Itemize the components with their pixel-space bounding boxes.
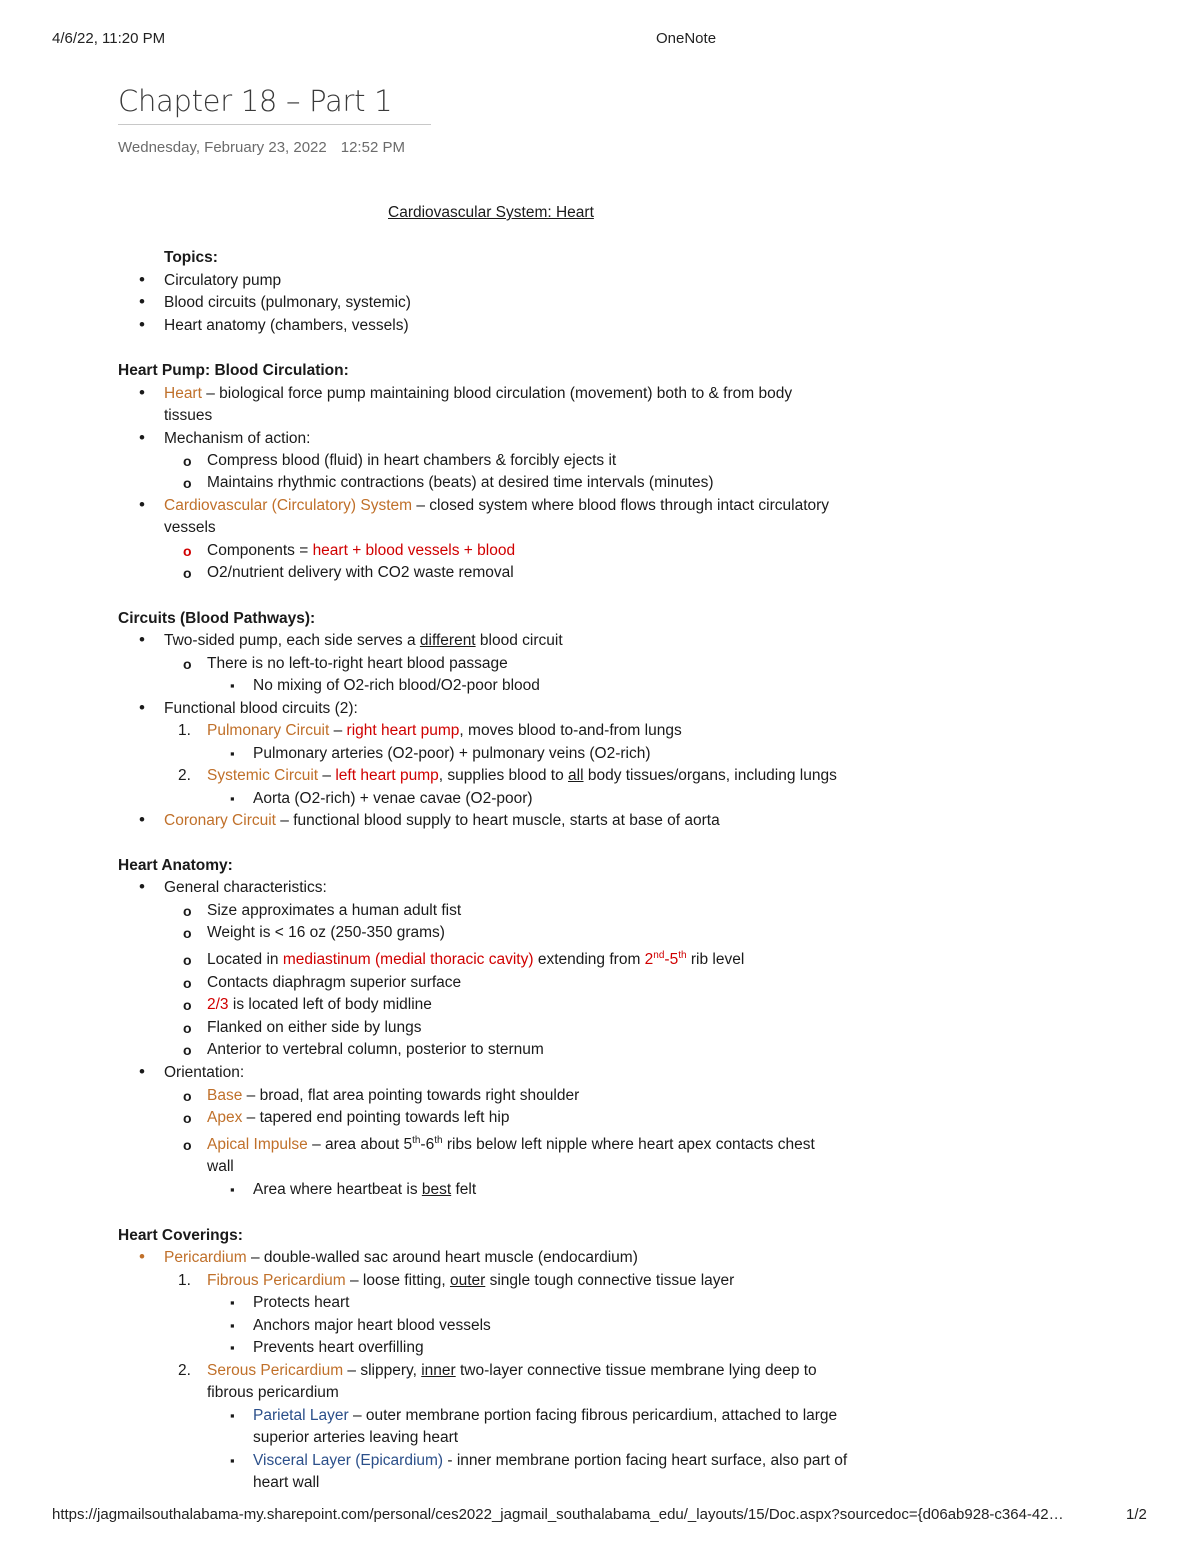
text: – area about 5 <box>307 1136 413 1153</box>
term: Parietal Layer <box>253 1407 349 1424</box>
bullet-icon <box>139 315 145 336</box>
list-item: No mixing of O2-rich blood/O2-poor blood <box>253 677 540 694</box>
page-date: Wednesday, February 23, 2022 <box>118 139 327 156</box>
list-item: Compress blood (fluid) in heart chambers & forcibly ejects it <box>207 452 617 469</box>
section-heading: Heart Pump: Blood Circulation: <box>118 362 349 379</box>
list-number: 2. <box>178 1362 191 1379</box>
definition: – outer membrane portion facing fibrous pericardium, attached to large <box>348 1407 838 1424</box>
bullet-icon <box>139 698 145 719</box>
list-item <box>207 766 837 786</box>
definition: – functional blood supply to heart muscle, starts at base of aorta <box>275 812 720 829</box>
topic-item: Blood circuits (pulmonary, systemic) <box>164 294 411 311</box>
list-item: Contacts diaphragm superior surface <box>207 974 462 991</box>
text: , supplies blood to <box>438 767 569 784</box>
text: Located in <box>207 951 283 968</box>
bullet-icon <box>139 292 145 313</box>
list-item: Protects heart <box>253 1294 350 1311</box>
list-item: O2/nutrient delivery with CO2 waste removal <box>207 564 514 581</box>
list-number: 2. <box>178 767 191 784</box>
list-item: There is no left-to-right heart blood passage <box>207 655 508 672</box>
circle-bullet-icon <box>183 901 192 922</box>
text: -6 <box>420 1136 435 1153</box>
text: two-layer connective tissue membrane lying deep to <box>455 1362 817 1379</box>
circle-bullet-icon <box>183 995 192 1016</box>
list-item: Flanked on either side by lungs <box>207 1019 422 1036</box>
text: Area where heartbeat is <box>253 1181 422 1198</box>
term: Heart <box>164 385 202 402</box>
bullet-icon <box>139 270 145 291</box>
term: Pericardium <box>164 1249 247 1266</box>
square-bullet-icon <box>230 1338 235 1358</box>
list-item: Anchors major heart blood vessels <box>253 1317 491 1334</box>
text: extending from <box>533 951 645 968</box>
bullet-icon <box>139 877 145 898</box>
print-datetime: 4/6/22, 11:20 PM <box>52 30 166 47</box>
list-item <box>164 811 720 831</box>
square-bullet-icon <box>230 789 235 809</box>
circle-bullet-icon <box>183 1108 192 1129</box>
list-item <box>253 1451 847 1471</box>
print-app-name: OneNote <box>656 30 717 47</box>
definition-continuation: tissues <box>164 407 213 424</box>
circle-bullet-icon <box>183 950 192 971</box>
definition: – tapered end pointing towards left hip <box>242 1109 510 1126</box>
definition: - inner membrane portion facing heart surface, also part of <box>443 1452 848 1469</box>
bullet-icon <box>139 810 145 831</box>
list-item: Pulmonary arteries (O2-poor) + pulmonary veins (O2-rich) <box>253 745 651 762</box>
print-url: https://jagmailsouthalabama-my.sharepoint.com/personal/ces2022_jagmail_southalabama_edu/_layouts/15/Doc.aspx?sourcedoc={d06ab928-c364-42… <box>52 1506 1064 1523</box>
text: – <box>318 767 336 784</box>
term: Cardiovascular (Circulatory) System <box>164 497 413 514</box>
list-item <box>253 1406 837 1426</box>
list-item <box>253 1180 476 1200</box>
emphasis: left heart pump <box>335 767 439 784</box>
definition: – closed system where blood flows through intact circulatory <box>412 497 830 514</box>
circle-bullet-icon <box>183 473 192 494</box>
superscript: th <box>434 1135 443 1146</box>
page-title: Chapter 18 – Part 1 <box>118 84 393 118</box>
text: – slippery, <box>343 1362 422 1379</box>
square-bullet-icon <box>230 744 235 764</box>
list-item <box>207 950 744 970</box>
square-bullet-icon <box>230 1180 235 1200</box>
emphasis: 2 <box>644 951 654 968</box>
text: Two-sided pump, each side serves a <box>164 632 420 649</box>
term: Serous Pericardium <box>207 1362 344 1379</box>
circle-bullet-icon <box>183 1135 192 1156</box>
term: Apex <box>207 1109 243 1126</box>
list-item: Maintains rhythmic contractions (beats) at desired time intervals (minutes) <box>207 474 714 491</box>
superscript: th <box>678 950 687 961</box>
circle-bullet-icon <box>183 1040 192 1061</box>
bullet-icon <box>139 495 145 516</box>
text: – loose fitting, <box>345 1272 450 1289</box>
term: Systemic Circuit <box>207 767 319 784</box>
definition: – biological force pump maintaining blood circulation (movement) both to & from body <box>201 385 793 402</box>
topics-label: Topics: <box>164 249 218 266</box>
section-heading: Heart Anatomy: <box>118 857 233 874</box>
bullet-icon <box>139 630 145 651</box>
bullet-icon <box>139 383 145 404</box>
text: blood circuit <box>475 632 563 649</box>
circle-bullet-icon <box>183 654 192 675</box>
text: felt <box>451 1181 477 1198</box>
underlined-word: different <box>419 632 476 649</box>
emphasis: mediastinum (medial thoracic cavity) <box>282 951 534 968</box>
circle-bullet-icon <box>183 1018 192 1039</box>
definition-continuation: vessels <box>164 519 216 536</box>
label: Components = <box>207 542 313 559</box>
section-heading: Circuits (Blood Pathways): <box>118 610 316 627</box>
emphasis: heart + blood vessels + blood <box>312 542 516 559</box>
square-bullet-icon <box>230 1293 235 1313</box>
text: is located left of body midline <box>228 996 432 1013</box>
term: Fibrous Pericardium <box>207 1272 346 1289</box>
term: Base <box>207 1087 243 1104</box>
list-item <box>207 1108 509 1128</box>
list-item: Size approximates a human adult fist <box>207 902 462 919</box>
bullet-icon <box>139 1247 145 1268</box>
list-item: Aorta (O2-rich) + venae cavae (O2-poor) <box>253 790 533 807</box>
list-item <box>164 1248 638 1268</box>
term: Coronary Circuit <box>164 812 276 829</box>
text: – <box>329 722 347 739</box>
bullet-icon <box>139 428 145 449</box>
doc-heading: Cardiovascular System: Heart <box>388 204 594 221</box>
list-item <box>164 496 829 516</box>
definition-continuation: heart wall <box>253 1474 320 1491</box>
list-item: Orientation: <box>164 1064 245 1081</box>
emphasis: -5 <box>664 951 679 968</box>
topic-item: Circulatory pump <box>164 272 282 289</box>
list-number: 1. <box>178 722 191 739</box>
definition-continuation: wall <box>207 1158 234 1175</box>
list-item <box>207 1086 579 1106</box>
list-item: Weight is < 16 oz (250-350 grams) <box>207 924 445 941</box>
definition: – double-walled sac around heart muscle (endocardium) <box>246 1249 638 1266</box>
list-item <box>207 1271 734 1291</box>
print-page-number: 1/2 <box>1126 1506 1147 1523</box>
definition-continuation: superior arteries leaving heart <box>253 1429 459 1446</box>
circle-bullet-icon <box>183 541 192 562</box>
underlined-word: outer <box>449 1272 486 1289</box>
underlined-word: all <box>568 767 584 784</box>
list-item <box>164 384 792 404</box>
bullet-icon <box>139 1062 145 1083</box>
emphasis: right heart pump <box>346 722 460 739</box>
circle-bullet-icon <box>183 1086 192 1107</box>
list-item: Mechanism of action: <box>164 430 311 447</box>
circle-bullet-icon <box>183 923 192 944</box>
underlined-word: inner <box>421 1362 456 1379</box>
list-item <box>207 1361 817 1381</box>
square-bullet-icon <box>230 676 235 696</box>
underlined-word: best <box>421 1181 452 1198</box>
page-time: 12:52 PM <box>340 139 405 156</box>
square-bullet-icon <box>230 1316 235 1336</box>
text: single tough connective tissue layer <box>485 1272 735 1289</box>
text: , moves blood to-and-from lungs <box>459 722 682 739</box>
square-bullet-icon <box>230 1451 235 1471</box>
list-item <box>207 1135 815 1155</box>
topic-item: Heart anatomy (chambers, vessels) <box>164 317 409 334</box>
list-item <box>207 721 682 741</box>
text: body tissues/organs, including lungs <box>583 767 837 784</box>
superscript: th <box>412 1135 421 1146</box>
emphasis: 2/3 <box>207 996 229 1013</box>
term: Visceral Layer (Epicardium) <box>253 1452 444 1469</box>
list-item: Anterior to vertebral column, posterior to sternum <box>207 1041 544 1058</box>
term: Pulmonary Circuit <box>207 722 330 739</box>
list-number: 1. <box>178 1272 191 1289</box>
list-item <box>164 631 563 651</box>
text: rib level <box>686 951 745 968</box>
circle-bullet-icon <box>183 451 192 472</box>
list-item: General characteristics: <box>164 879 327 896</box>
list-item <box>207 541 515 561</box>
page-dateline <box>118 139 405 156</box>
circle-bullet-icon <box>183 973 192 994</box>
square-bullet-icon <box>230 1406 235 1426</box>
text: ribs below left nipple where heart apex contacts chest <box>442 1136 815 1153</box>
definition-continuation: fibrous pericardium <box>207 1384 339 1401</box>
definition: – broad, flat area pointing towards right shoulder <box>242 1087 580 1104</box>
list-item: Functional blood circuits (2): <box>164 700 358 717</box>
list-item <box>207 995 432 1015</box>
term: Apical Impulse <box>207 1136 308 1153</box>
list-item: Prevents heart overfilling <box>253 1339 424 1356</box>
section-heading: Heart Coverings: <box>118 1227 243 1244</box>
title-divider <box>118 124 431 125</box>
circle-bullet-icon <box>183 563 192 584</box>
superscript: nd <box>653 950 665 961</box>
